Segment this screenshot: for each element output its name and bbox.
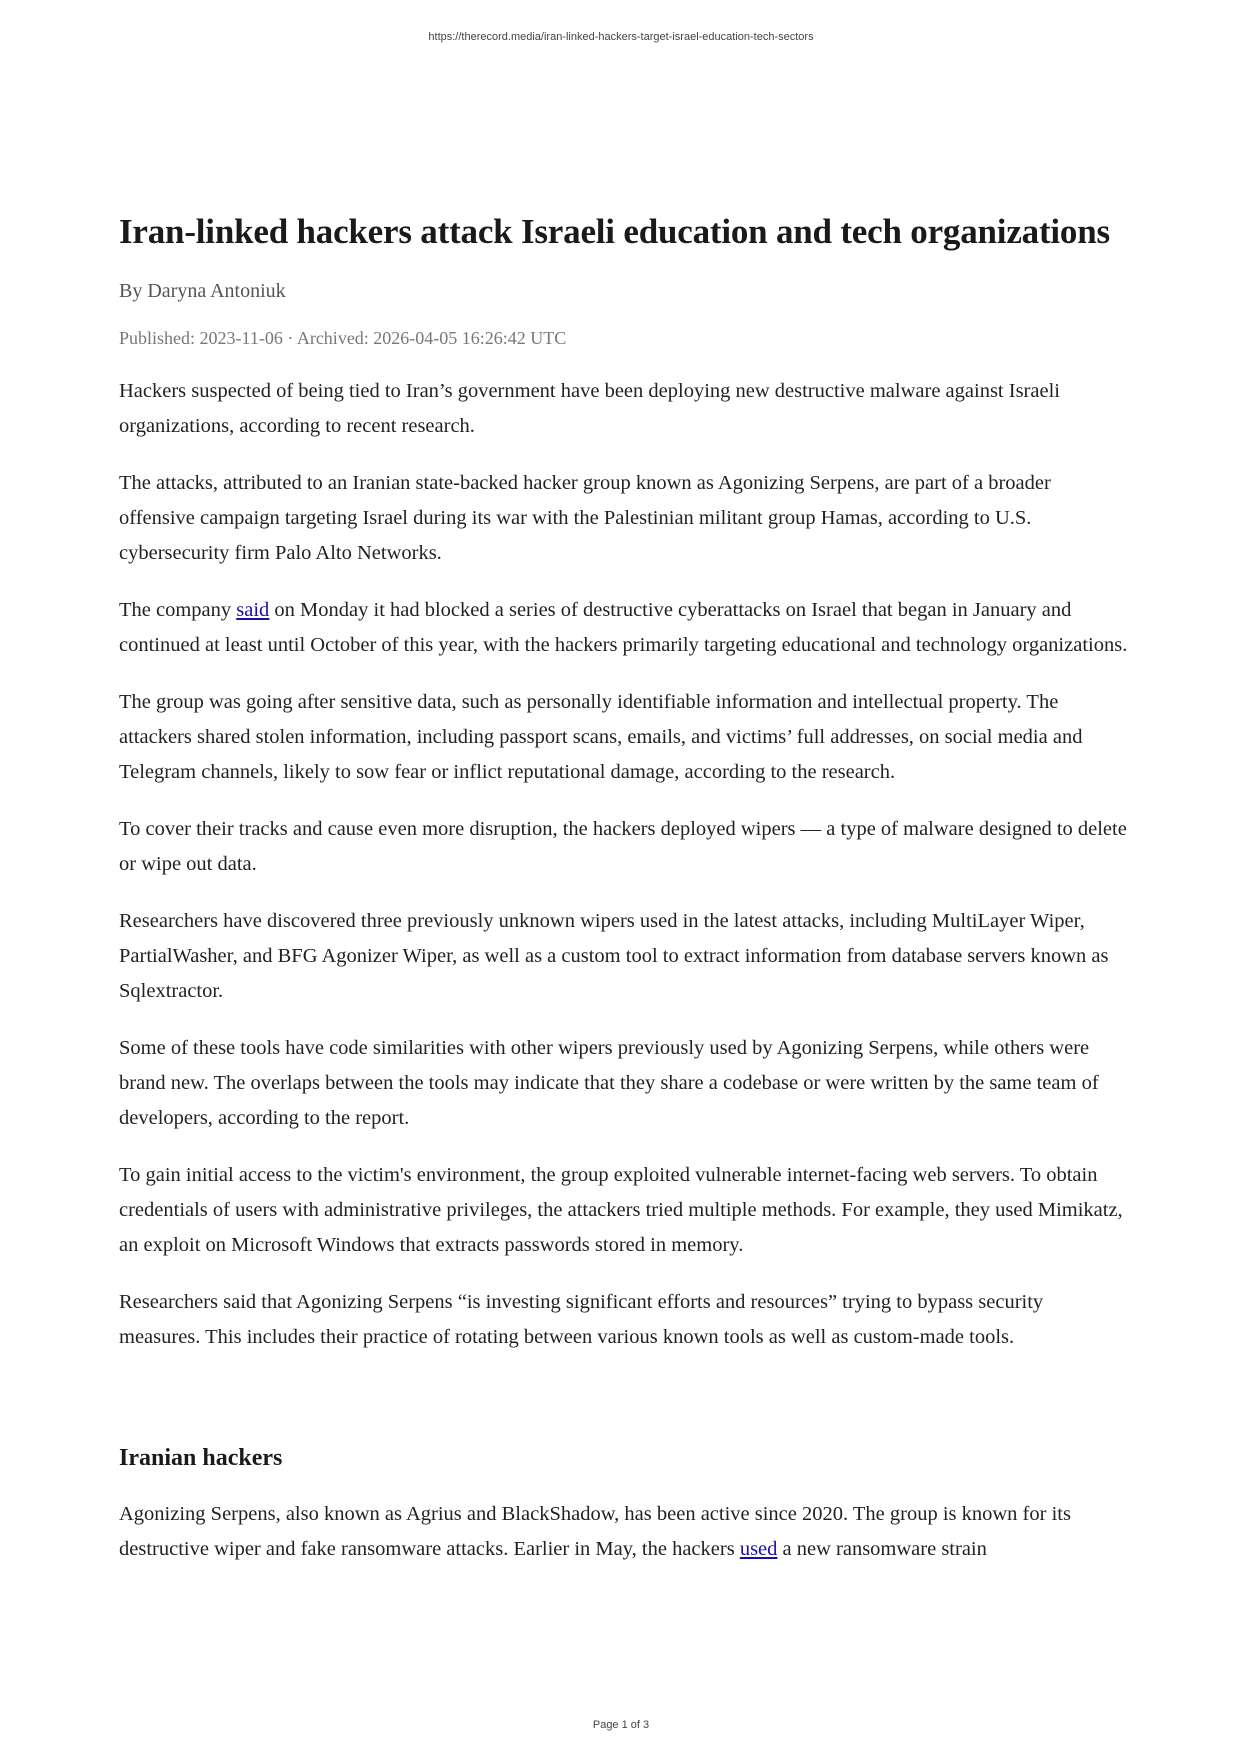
- article-title: Iran-linked hackers attack Israeli education and tech organizations: [119, 212, 1110, 251]
- section-paragraph-1: [119, 1497, 1129, 1567]
- section-heading-iranian-hackers: Iranian hackers: [119, 1445, 283, 1471]
- paragraph-7: Some of these tools have code similarities with other wipers previously used by Agonizing Serpens, while others were brand new. The overlaps between the tools may indicate that they share a codebase or were written by the same team of developers, according to the report.: [119, 1037, 1099, 1129]
- page-number: Page 1 of 3: [592, 1719, 650, 1731]
- article: [119, 210, 1129, 1589]
- page-url: https://therecord.media/iran-linked-hackers-target-israel-education-tech-sectors: [428, 31, 814, 43]
- used-link[interactable]: used: [739, 1538, 778, 1560]
- paragraph-3-text-before: The company: [119, 599, 237, 621]
- paragraph-3: [119, 593, 1129, 663]
- section-paragraph-text-before: Agonizing Serpens, also known as Agrius and BlackShadow, has been active since 2020. The group is known for its destructive wiper and fake ransomware attacks. Earlier in May, the hackers: [119, 1503, 1071, 1560]
- paragraph-8: To gain initial access to the victim's environment, the group exploited vulnerable internet-facing web servers. To obtain credentials of users with administrative privileges, the attackers tried multiple methods. For example, they used Mimikatz, an exploit on Microsoft Windows that extracts passwords stored in memory.: [119, 1164, 1123, 1256]
- section-paragraph-text-after: a new ransomware strain: [777, 1538, 987, 1560]
- author-byline: By Daryna Antoniuk: [119, 280, 286, 302]
- paragraph-3-text-after: on Monday it had blocked a series of destructive cyberattacks on Israel that began in January and continued at least until October of this year, with the hackers primarily targeting educational and technology organizations.: [119, 599, 1128, 656]
- paragraph-4: The group was going after sensitive data, such as personally identifiable information and intellectual property. The attackers shared stolen information, including passport scans, emails, and victims’ full addresses, on social media and Telegram channels, likely to sow fear or inflict reputational damage, according to the research.: [119, 691, 1083, 783]
- paragraph-2: The attacks, attributed to an Iranian state-backed hacker group known as Agonizing Serpens, are part of a broader offensive campaign targeting Israel during its war with the Palestinian militant group Hamas, according to U.S. cybersecurity firm Palo Alto Networks.: [119, 472, 1051, 564]
- publish-dates: Published: 2023-11-06 · Archived: 2026-04-05 16:26:42 UTC: [119, 328, 567, 348]
- paragraph-1: Hackers suspected of being tied to Iran’s government have been deploying new destructive malware against Israeli organizations, according to recent research.: [119, 380, 1060, 437]
- said-link[interactable]: said: [236, 599, 270, 621]
- paragraph-5: To cover their tracks and cause even more disruption, the hackers deployed wipers — a type of malware designed to delete or wipe out data.: [119, 818, 1127, 875]
- paragraph-6: Researchers have discovered three previously unknown wipers used in the latest attacks, including MultiLayer Wiper, PartialWasher, and BFG Agonizer Wiper, as well as a custom tool to extract information from database servers known as Sqlextractor.: [119, 910, 1109, 1002]
- paragraph-9: Researchers said that Agonizing Serpens “is investing significant efforts and resources” trying to bypass security measures. This includes their practice of rotating between various known tools as well as custom-made tools.: [119, 1291, 1044, 1348]
